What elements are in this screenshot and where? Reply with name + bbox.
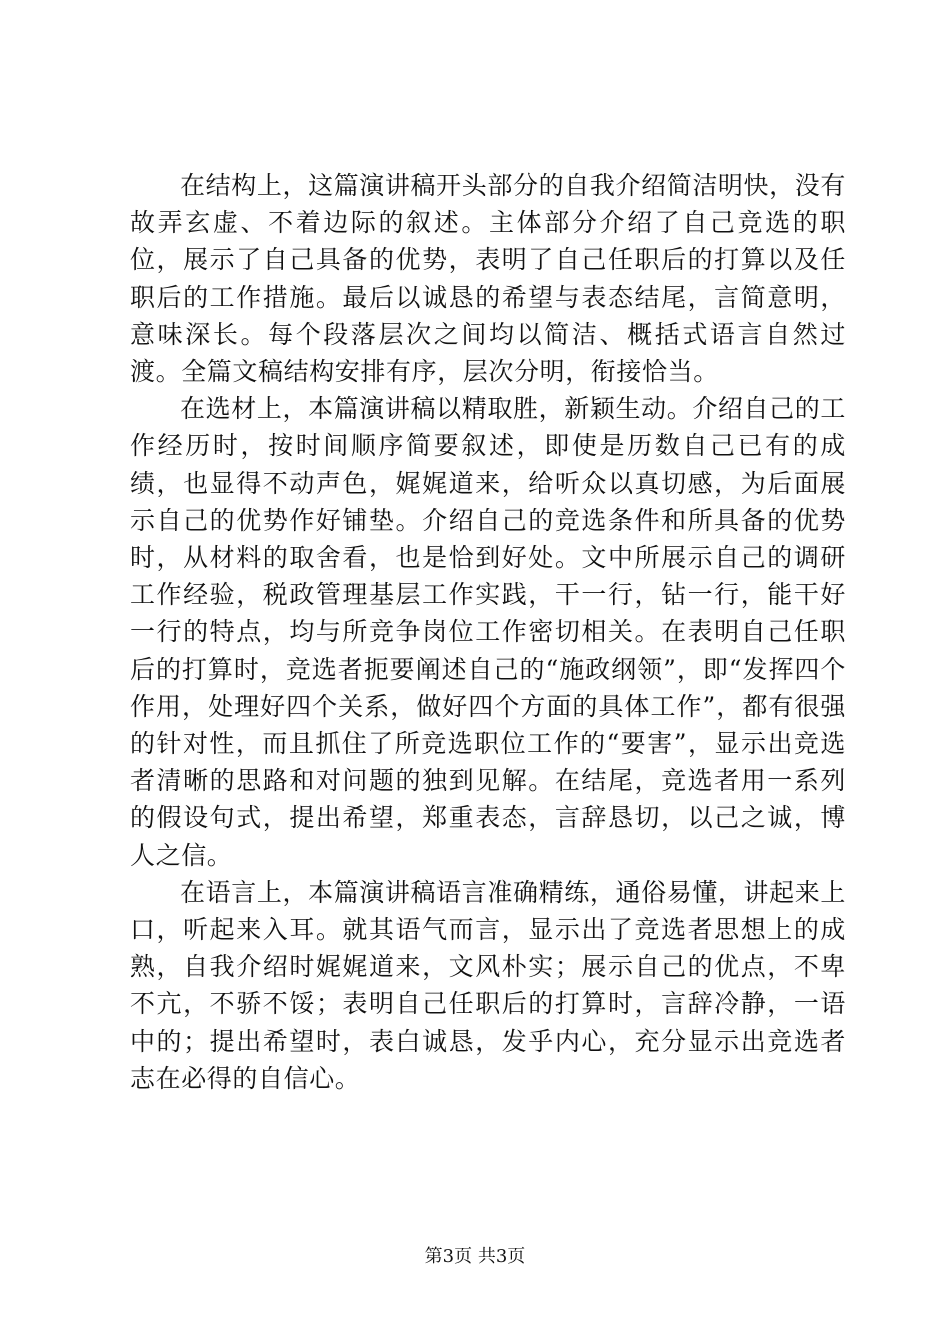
page-number-label: 第3页 共3页 xyxy=(424,1246,526,1267)
paragraph-material: 在选材上，本篇演讲稿以精取胜，新颖生动。介绍自己的工作经历时，按时间顺序简要叙述，即使是历数自己已有的成绩，也显得不动声色，娓娓道来，给听众以真切感，为后面展示自己的优势作好铺垫。介绍自己的竞选条件和所具备的优势时，从材料的取舍看，也是恰到好处。文中所展示自己的调研工作经验，税政管理基层工作实践，干一行，钻一行，能干好一行的特点，均与所竞争岗位工作密切相关。在表明自己任职后的打算时，竞选者扼要阐述自己的“施政纲领”，即“发挥四个作用，处理好四个关系，做好四个方面的具体工作”，都有很强的针对性，而且抓住了所竞选职位工作的“要害”，显示出竞选者清晰的思路和对问题的独到见解。在结尾，竞选者用一系列的假设句式，提出希望，郑重表态，言辞恳切，以己之诚，博人之信。 xyxy=(130,394,846,870)
paragraph-structure: 在结构上，这篇演讲稿开头部分的自我介绍简洁明快，没有故弄玄虚、不着边际的叙述。主体部分介绍了自己竞选的职位，展示了自己具备的优势，表明了自己任职后的打算以及任职后的工作措施。最后以诚恳的希望与表态结尾，言简意明，意味深长。每个段落层次之间均以简洁、概括式语言自然过渡。全篇文稿结构安排有序，层次分明，衔接恰当。 xyxy=(130,171,846,387)
paragraph-language: 在语言上，本篇演讲稿语言准确精练，通俗易懂，讲起来上口，听起来入耳。就其语气而言，显示出了竞选者思想上的成熟，自我介绍时娓娓道来，文风朴实；展示自己的优点，不卑不亢，不骄不馁；表明自己任职后的打算时，言辞冷静，一语中的；提出希望时，表白诚恳，发乎内心，充分显示出竞选者志在必得的自信心。 xyxy=(130,877,846,1093)
document-body xyxy=(130,167,846,1097)
page-footer xyxy=(0,1242,950,1268)
